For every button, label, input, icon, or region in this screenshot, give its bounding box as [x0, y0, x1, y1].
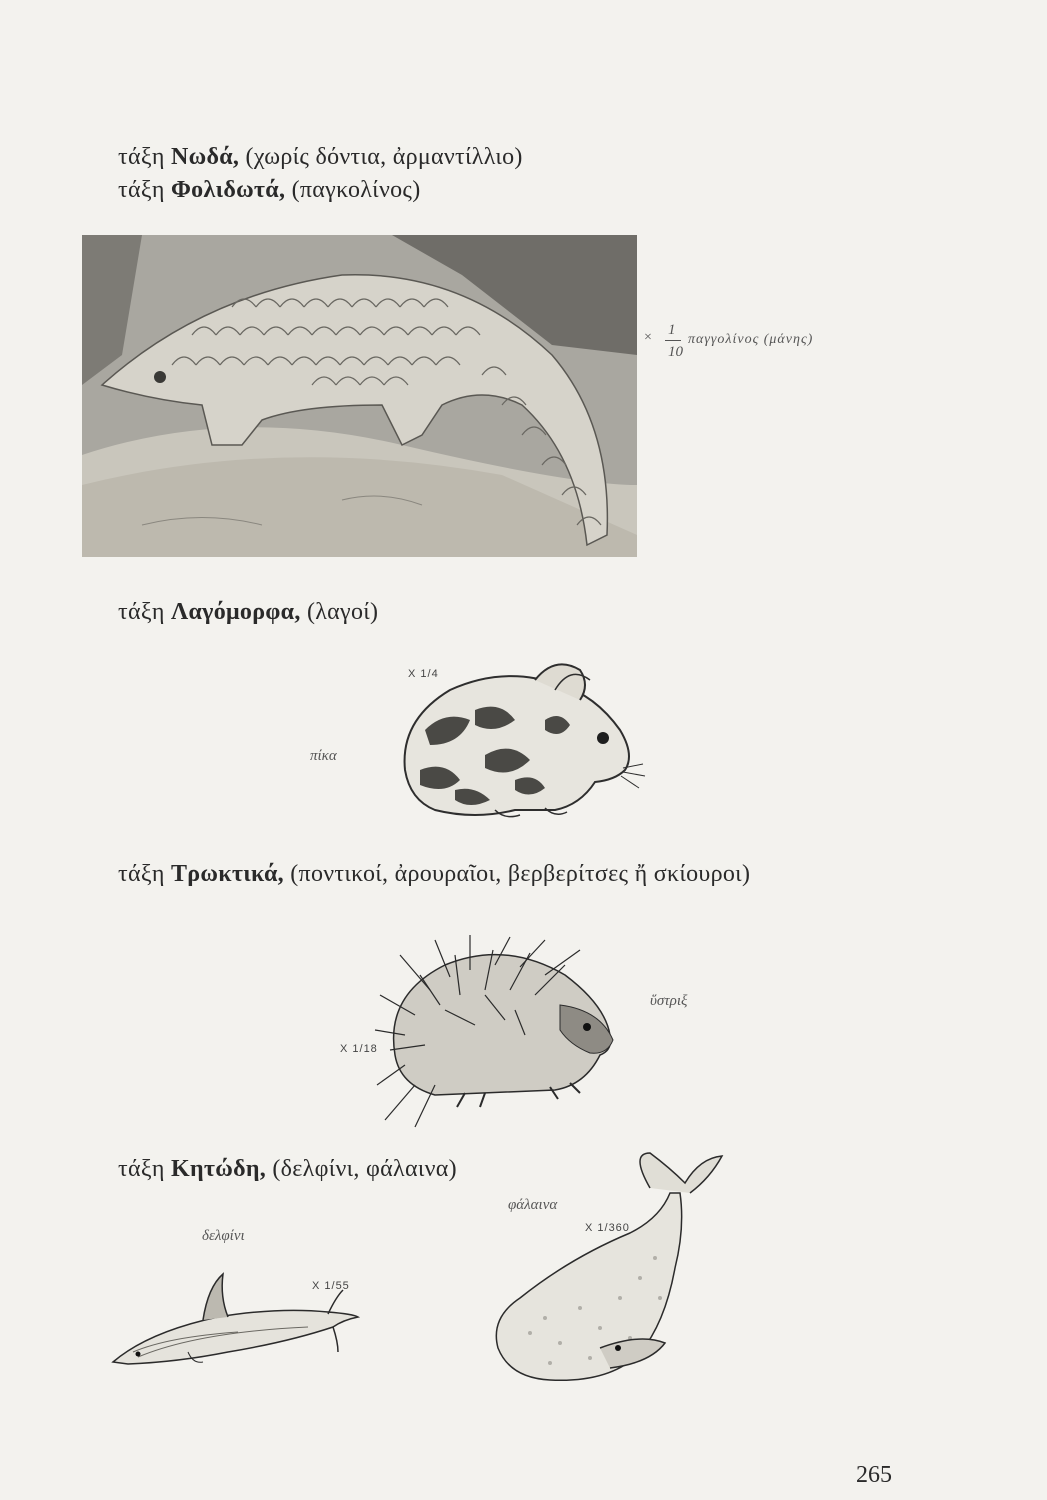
pika-scale: X 1/4 — [408, 668, 439, 680]
heading-xenarthra — [118, 145, 523, 169]
heading-rodentia — [118, 862, 750, 886]
dolphin-caption: δελφίνι — [202, 1228, 245, 1244]
porcupine-scale: X 1/18 — [340, 1043, 378, 1055]
pangolin-caption: παγγολίνος (μάνης) — [688, 332, 814, 347]
heading-pholidota — [118, 178, 421, 202]
scale-denominator: 10 — [668, 344, 683, 360]
heading-lagomorpha — [118, 600, 378, 624]
order-examples: (χωρίς δόντια, ἀρμαντίλλιο) — [245, 144, 523, 170]
heading-prefix: τάξη — [118, 144, 165, 170]
whale-caption: φάλαινα — [508, 1197, 558, 1213]
heading-cetacea — [118, 1157, 457, 1181]
order-examples: (δελφίνι, φάλαινα) — [272, 1156, 457, 1182]
order-name: Νωδά, — [170, 144, 240, 170]
heading-prefix: τάξη — [118, 599, 165, 625]
order-name: Κητώδη, — [170, 1156, 267, 1182]
heading-prefix: τάξη — [118, 177, 165, 203]
porcupine-illustration — [375, 935, 625, 1130]
heading-prefix: τάξη — [118, 1156, 165, 1182]
porcupine-caption: ὕστριξ — [650, 993, 688, 1009]
dolphin-illustration — [108, 1272, 358, 1372]
order-name: Λαγόμορφα, — [170, 599, 301, 625]
times-symbol: × — [644, 330, 652, 345]
pangolin-illustration — [82, 235, 637, 557]
whale-illustration — [490, 1148, 730, 1388]
order-examples: (παγκολίνος) — [291, 177, 421, 203]
dolphin-scale: X 1/55 — [312, 1280, 350, 1292]
order-name: Τρωκτικά, — [170, 861, 284, 887]
scale-numerator: 1 — [668, 322, 676, 338]
pika-illustration — [395, 660, 640, 830]
pika-caption: πίκα — [310, 748, 337, 764]
page-number: 265 — [856, 1462, 892, 1488]
heading-prefix: τάξη — [118, 861, 165, 887]
fraction-bar — [665, 340, 681, 341]
whale-scale: X 1/360 — [585, 1222, 630, 1234]
pangolin-photo — [82, 235, 637, 557]
order-name: Φολιδωτά, — [170, 177, 286, 203]
order-examples: (λαγοί) — [306, 599, 379, 625]
order-examples: (ποντικοί, ἀρουραῖοι, βερβερίτσες ἤ σκίουροι) — [290, 861, 751, 887]
